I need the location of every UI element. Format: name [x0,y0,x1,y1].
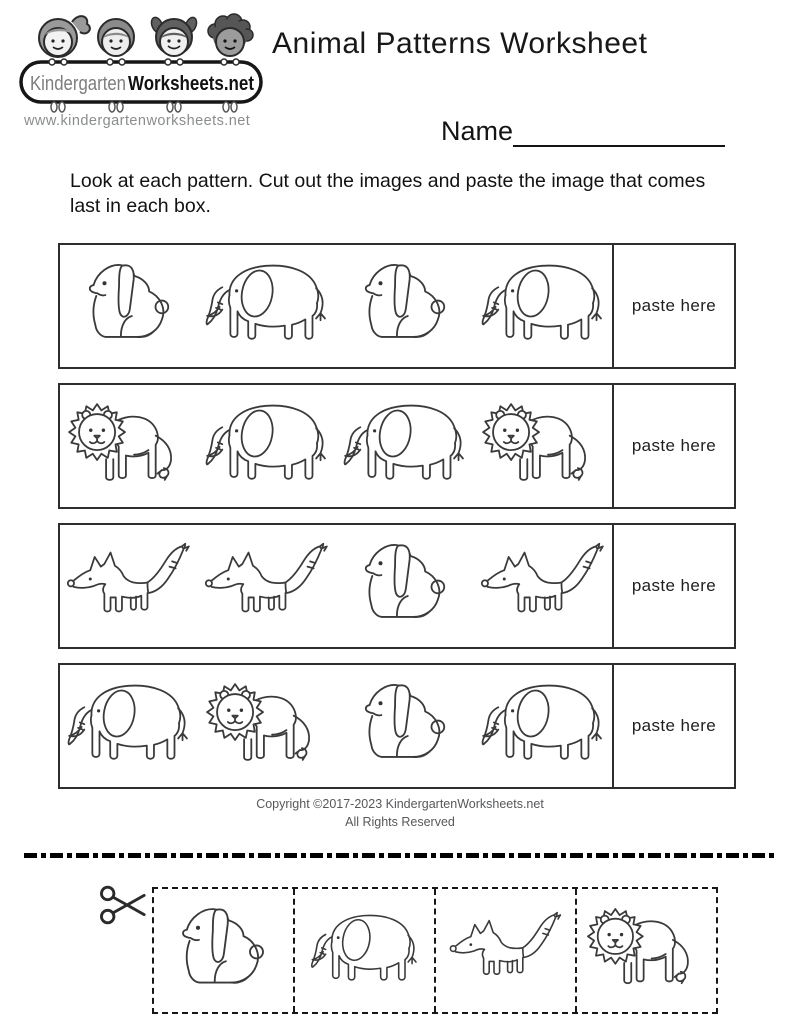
cutout-cell-elephant[interactable] [293,889,434,1012]
pattern-slot-elephant [474,676,612,776]
name-field [441,114,725,147]
elephant-image [62,676,196,776]
cut-dashed-line [24,853,776,858]
rabbit-image [355,255,455,357]
page-title: Animal Patterns Worksheet [272,27,648,60]
pattern-row-1 [58,243,736,369]
pattern-slot-fox [60,542,198,630]
fox-image [63,542,195,630]
name-label: Name [441,116,514,146]
elephant-image [476,256,610,356]
pattern-slot-rabbit [336,675,474,777]
logo-url: www.kindergartenworksheets.net [24,113,251,129]
logo-text-kindergarten: Kindergarten [30,73,126,95]
logo-text-worksheets: Worksheets.net [128,73,255,95]
fox-image [446,911,566,991]
pattern-row-4 [58,663,736,789]
logo-kids-icon [16,8,266,118]
pattern-slot-elephant [198,256,336,356]
elephant-image [306,907,424,995]
lion-image [475,396,610,497]
pattern-slot-rabbit [336,255,474,357]
pattern-slot-fox [198,542,336,630]
pattern-sequence-1 [60,245,612,367]
lion-image [199,676,334,777]
elephant-image [200,396,334,496]
cutout-cell-rabbit[interactable] [154,889,293,1012]
pattern-slot-lion [474,396,612,497]
cutout-cell-fox[interactable] [434,889,575,1012]
paste-here-label: paste here [631,576,717,595]
pattern-slot-lion [60,396,198,497]
pattern-sequence-2 [60,385,612,507]
pattern-sequence-3 [60,525,612,647]
elephant-image [338,396,472,496]
pattern-slot-elephant [474,256,612,356]
fox-image [477,542,609,630]
pattern-slot-elephant [198,396,336,496]
paste-here-label: paste here [631,436,717,455]
pattern-slot-rabbit [60,255,198,357]
paste-here-box-3[interactable] [612,525,734,647]
instructions-text: Look at each pattern. Cut out the images and paste the image that comes last in each box. [70,170,706,218]
paste-here-box-4[interactable] [612,665,734,787]
paste-here-box-1[interactable] [612,245,734,367]
paste-here-box-2[interactable] [612,385,734,507]
scissors-icon [98,881,150,929]
pattern-slot-elephant [60,676,198,776]
rabbit-image [355,535,455,637]
cutout-cell-lion[interactable] [575,889,716,1012]
pattern-row-3 [58,523,736,649]
rabbit-image [172,899,274,1003]
rabbit-image [355,675,455,777]
pattern-row-2 [58,383,736,509]
pattern-slot-elephant [336,396,474,496]
pattern-sequence-4 [60,665,612,787]
fox-image [201,542,333,630]
elephant-image [200,256,334,356]
rabbit-image [79,255,179,357]
pattern-slot-lion [198,676,336,777]
elephant-image [476,676,610,776]
rights-text: All Rights Reserved [345,815,455,829]
logo [16,8,266,118]
name-blank-line[interactable] [513,114,725,147]
lion-image [580,901,713,1000]
cutout-strip [152,887,718,1014]
copyright-text: Copyright ©2017-2023 KindergartenWorksheets.net [256,797,544,811]
paste-here-label: paste here [631,296,717,315]
lion-image [61,396,196,497]
pattern-slot-fox [474,542,612,630]
pattern-slot-rabbit [336,535,474,637]
paste-here-label: paste here [631,716,717,735]
